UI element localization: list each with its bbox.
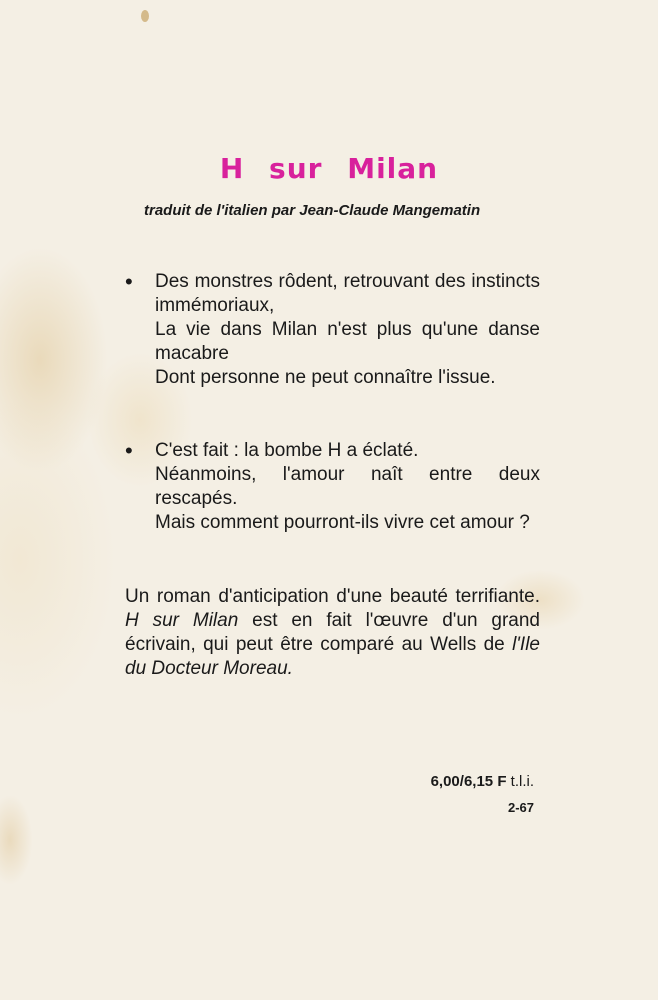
- bullet-icon: •: [125, 269, 133, 294]
- book-title: H sur Milan: [219, 152, 439, 185]
- bullet-text: [155, 439, 540, 535]
- description-reference-title: l'Ile du Docteur Moreau.: [125, 634, 540, 679]
- bullet-item-2: [125, 439, 540, 535]
- description-text: est en fait l'œuvre d'un grand écrivain, qui peut être comparé au Wells de: [125, 610, 540, 655]
- translator-credit: traduit de l'italien par Jean-Claude Mangematin: [144, 202, 481, 219]
- bullet-icon: •: [125, 438, 133, 463]
- price-suffix: t.l.i.: [506, 773, 534, 790]
- bullet-line: La vie dans Milan n'est plus qu'une danse macabre: [155, 319, 540, 364]
- bullet-line: Des monstres rôdent, retrouvant des instincts immémoriaux,: [155, 271, 540, 316]
- bullet-line: Dont personne ne peut connaître l'issue.: [155, 367, 496, 388]
- catalog-code: 2-67: [507, 800, 534, 815]
- bullet-item-1: [125, 270, 540, 390]
- bullet-line: Mais comment pourront-ils vivre cet amour ?: [155, 512, 530, 533]
- price-line: [431, 773, 534, 790]
- description-text: Un roman d'anticipation d'une beauté terrifiante.: [125, 586, 540, 607]
- bullet-text: [155, 270, 540, 390]
- description-book-title: H sur Milan: [125, 610, 239, 631]
- price-old: 6,00: [430, 773, 460, 790]
- paper-stain: [141, 10, 149, 22]
- bullet-line: C'est fait : la bombe H a éclaté.: [155, 440, 419, 461]
- bullet-line: Néanmoins, l'amour naît entre deux rescapés.: [155, 464, 540, 509]
- price-separator: /: [459, 773, 464, 790]
- price-new: 6,15 F: [463, 773, 507, 790]
- description-paragraph: [125, 585, 540, 681]
